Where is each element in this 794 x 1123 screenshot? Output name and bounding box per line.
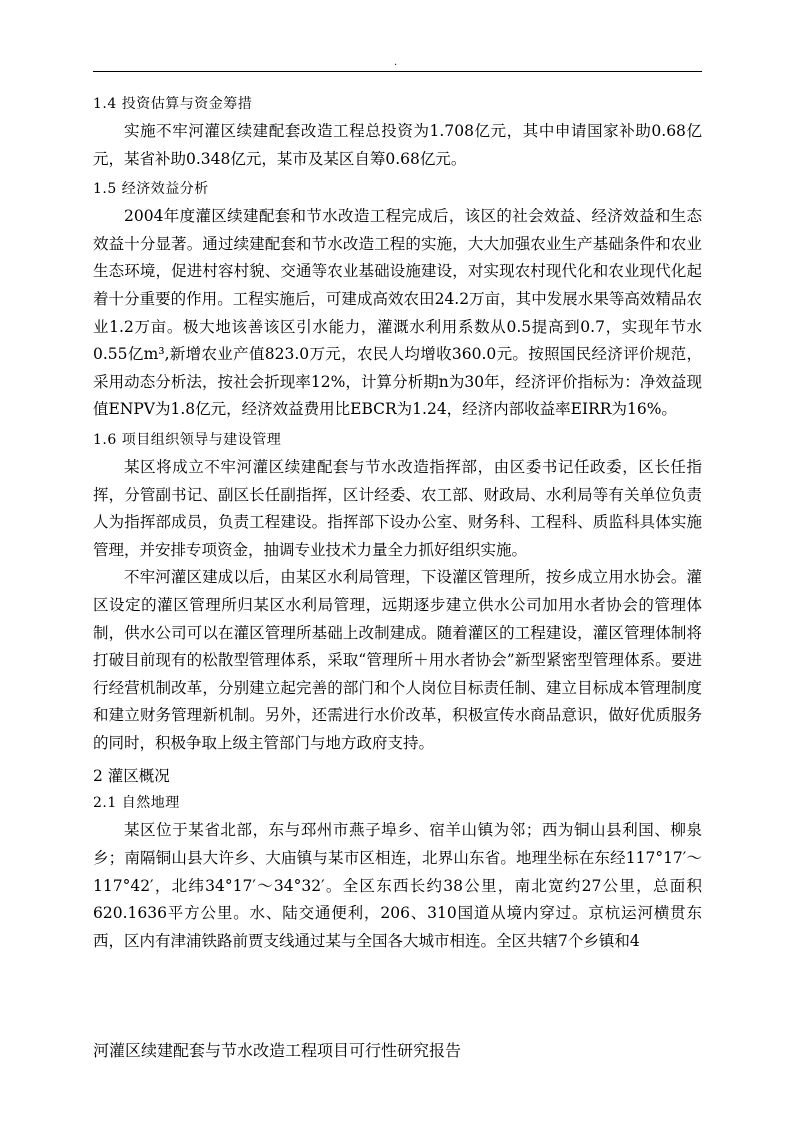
section-heading-1-5: 1.5 经济效益分析 bbox=[93, 181, 209, 198]
section-heading-1-6: 1.6 项目组织领导与建设管理 bbox=[93, 431, 282, 448]
paragraph-economic-benefit: 2004年度灌区续建配套和节水改造工程完成后，该区的社会效益、经济效益和生态效益十分显著。通过续建配套和节水改造工程的实施，大大加强农业生产基础条件和农业生态环境，促进村容村貌、交通等农业基础设施建设，对实现农村现代化和农业现代化起着十分重要的作用。工程实施后，可建成高效农田24.2万亩，其中发展水果等高效精品农业1.2万亩。极大地该善该区引水能力，灌溉水利用系数从0.5提高到0.7，实现年节水0.55亿m³,新增农业产值823.0万元，农民人均增收360.0元。按照国民经济评价规范，采用动态分析法，按社会折现率12%，计算分析期n为30年，经济评价指标为：净效益现值ENPV为1.8亿元，经济效益费用比EBCR为1.24，经济内部收益率EIRR为16%。 bbox=[93, 207, 702, 419]
footer-title: 河灌区续建配套与节水改造工程项目可行性研究报告 bbox=[93, 1041, 462, 1060]
paragraph-investment: 实施不牢河灌区续建配套改造工程总投资为1.708亿元，其中申请国家补助0.68亿元，某省补助0.348亿元，某市及某区自筹0.68亿元。 bbox=[93, 122, 702, 168]
paragraph-geography: 某区位于某省北部，东与邳州市燕子埠乡、宿羊山镇为邻；西为铜山县利国、柳泉乡；南隔铜山县大许乡、大庙镇与某市区相连，北界山东省。地理坐标在东经117°17′～117°42′，北纬34°17′～34°32′。全区东西长约38公里，南北宽约27公里，总面积620.1636平方公里。水、陆交通便利，206、310国道从境内穿过。京杭运河横贯东西，区内有津浦铁路前贾支线通过某与全国各大城市相连。全区共辖7个乡镇和4 bbox=[93, 821, 702, 950]
section-heading-1-4: 1.4 投资估算与资金筹措 bbox=[93, 96, 253, 112]
section-heading-2-1: 2.1 自然地理 bbox=[93, 795, 180, 812]
document-body bbox=[93, 92, 702, 955]
chapter-heading-2: 2 灌区概况 bbox=[93, 767, 170, 786]
paragraph-management: 不牢河灌区建成以后，由某区水利局管理，下设灌区管理所，按乡成立用水协会。灌区设定的灌区管理所归某区水利局管理，远期逐步建立供水公司加用水者协会的管理体制，供水公司可以在灌区管理所基础上改制建成。随着灌区的工程建设，灌区管理体制将打破目前现有的松散型管理体系，采取“管理所＋用水者协会”新型紧密型管理体系。要进行经营机制改革，分别建立起完善的部门和个人岗位目标责任制、建立目标成本管理制度和建立财务管理新机制。另外，还需进行水价改革，积极宣传水商品意识，做好优质服务的同时，积极争取上级主管部门与地方政府支持。 bbox=[93, 568, 702, 752]
header-mark: . bbox=[394, 57, 398, 68]
paragraph-organization: 某区将成立不牢河灌区续建配套与节水改造指挥部，由区委书记任政委，区长任指挥，分管副书记、副区长任副指挥，区计经委、农工部、财政局、水利局等有关单位负责人为指挥部成员，负责工程建设。指挥部下设办公室、财务科、工程科、质监科具体实施管理，并安排专项资金，抽调专业技术力量全力抓好组织实施。 bbox=[93, 457, 702, 559]
header-rule bbox=[93, 71, 702, 72]
